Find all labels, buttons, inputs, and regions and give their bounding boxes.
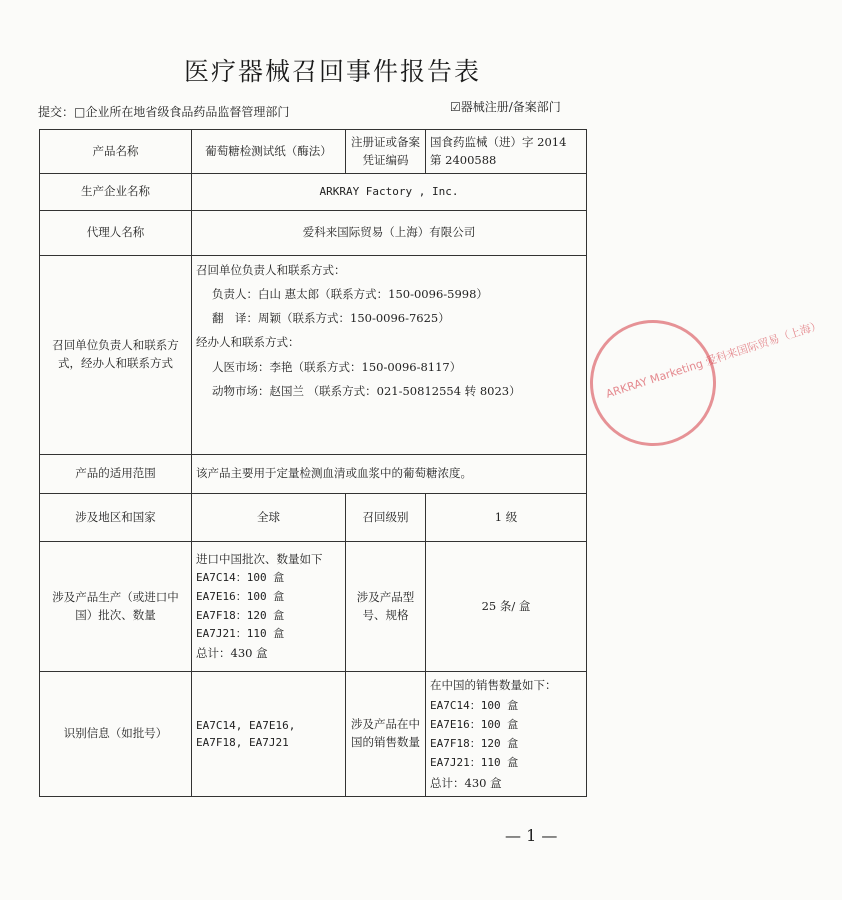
region-label: 涉及地区和国家 xyxy=(40,494,192,542)
model-value: 25 条/ 盒 xyxy=(426,542,587,672)
agent-label: 代理人名称 xyxy=(40,211,192,256)
batch-line: 总计：430 盒 xyxy=(196,645,268,660)
sales-value xyxy=(426,672,587,797)
company-seal xyxy=(574,304,824,463)
handler-animal: 动物市场：赵国兰 （联系方式：021-50812554 转 8023） xyxy=(212,383,521,398)
registration-value xyxy=(426,130,587,174)
contact-value xyxy=(192,256,587,455)
product-name-label: 产品名称 xyxy=(40,130,192,174)
batch-line: EA7E16：100 盒 xyxy=(196,589,285,603)
row-product-name xyxy=(40,130,587,174)
sales-line: EA7F18：120 盒 xyxy=(430,737,519,750)
batch-line: 进口中国批次、数量如下 xyxy=(196,551,323,566)
manufacturer-value: ARKRAY Factory , Inc. xyxy=(192,174,587,211)
identification-label: 识别信息（如批号） xyxy=(40,672,192,797)
batch-value xyxy=(192,542,346,672)
identification-value: EA7C14, EA7E16, EA7F18, EA7J21 xyxy=(192,672,346,797)
sales-label: 涉及产品在中国的销售数量 xyxy=(346,672,426,797)
contact-translator: 翻 译：周颖（联系方式：150-0096-7625） xyxy=(212,311,450,326)
manufacturer-label: 生产企业名称 xyxy=(40,174,192,211)
contact-head: 负责人：白山 惠太郎（联系方式：150-0096-5998） xyxy=(212,287,488,302)
row-contact xyxy=(40,256,587,455)
region-value: 全球 xyxy=(192,494,346,542)
scope-value: 该产品主要用于定量检测血清或血浆中的葡萄糖浓度。 xyxy=(192,455,587,494)
submit-to-province: 提交：□企业所在地省级食品药品监督管理部门 xyxy=(38,105,290,119)
level-label: 召回级别 xyxy=(346,494,426,542)
sales-line: EA7E16：100 盒 xyxy=(430,717,519,731)
row-identification xyxy=(40,672,587,797)
page-number: — 1 — xyxy=(505,826,558,845)
batch-line: EA7J21：110 盒 xyxy=(196,627,285,641)
submit-to-registration: ☑器械注册/备案部门 xyxy=(450,100,561,114)
batch-line: EA7F18：120 盒 xyxy=(196,608,285,622)
contact-label: 召回单位负责人和联系方式，经办人和联系方式 xyxy=(40,256,192,455)
row-agent xyxy=(40,211,587,256)
recall-report-table xyxy=(39,129,587,797)
registration-value-line1: 国食药监械（进）字 2014 xyxy=(430,134,567,149)
handler-human: 人医市场：李艳（联系方式：150-0096-8117） xyxy=(212,359,462,374)
contact-title: 召回单位负责人和联系方式： xyxy=(196,263,346,277)
registration-label: 注册证或备案凭证编码 xyxy=(346,130,426,174)
registration-value-line2: 第 2400588 xyxy=(430,152,497,167)
product-name-value: 葡萄糖检测试纸（酶法） xyxy=(192,130,346,174)
page-title: 医疗器械召回事件报告表 xyxy=(183,57,481,86)
model-label: 涉及产品型号、规格 xyxy=(346,542,426,672)
agent-value: 爱科来国际贸易（上海）有限公司 xyxy=(192,211,587,256)
sales-line: 总计：430 盒 xyxy=(430,775,502,790)
seal-text: ARKRAY Marketing 爱科来国际贸易（上海） xyxy=(604,318,824,401)
handler-title: 经办人和联系方式： xyxy=(196,335,300,350)
row-manufacturer xyxy=(40,174,587,211)
scope-label: 产品的适用范围 xyxy=(40,455,192,494)
sales-line: 在中国的销售数量如下： xyxy=(430,678,557,693)
row-batch xyxy=(40,542,587,672)
batch-label: 涉及产品生产（或进口中国）批次、数量 xyxy=(40,542,192,672)
row-region xyxy=(40,494,587,542)
batch-line: EA7C14：100 盒 xyxy=(196,571,285,585)
level-value: 1 级 xyxy=(426,494,587,542)
row-scope xyxy=(40,455,587,494)
sales-line: EA7C14：100 盒 xyxy=(430,698,519,712)
sales-line: EA7J21：110 盒 xyxy=(430,756,519,770)
